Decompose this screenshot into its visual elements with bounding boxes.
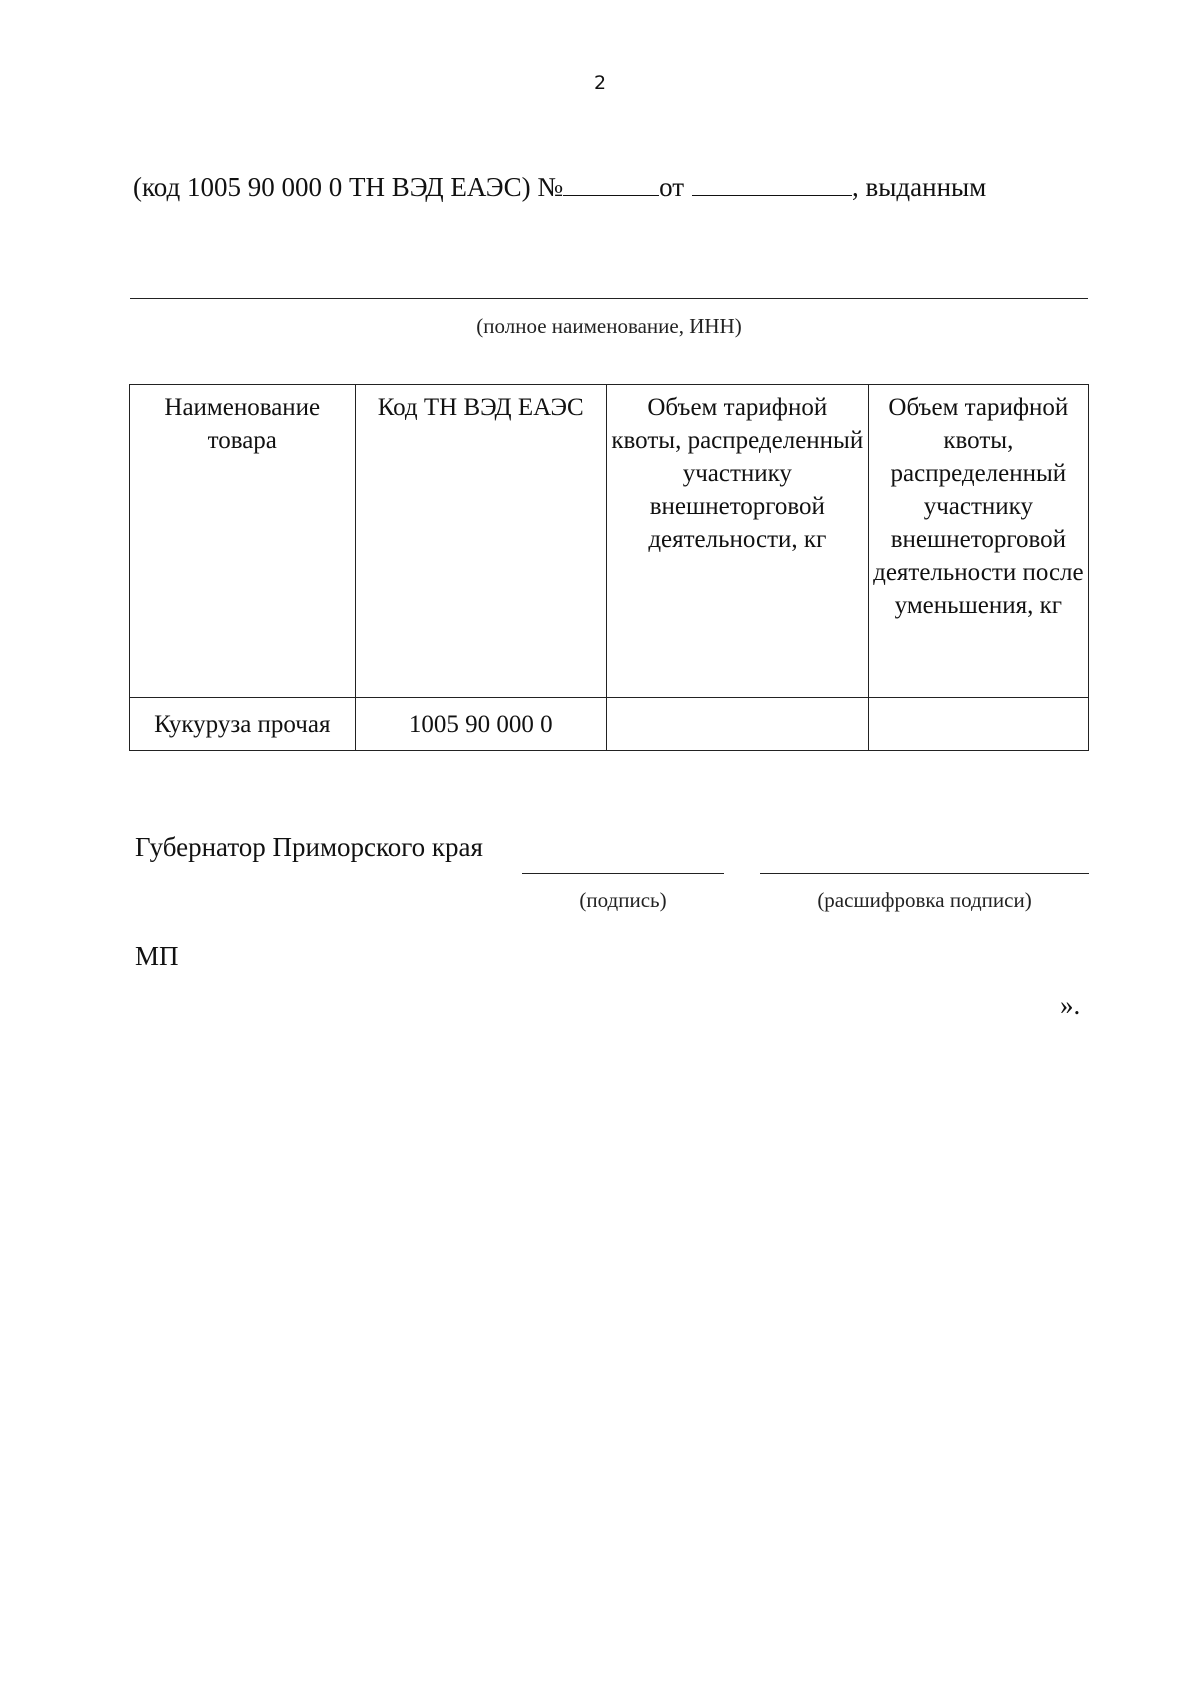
intro-text-before: (код 1005 90 000 0 ТН ВЭД ЕАЭС) № — [133, 172, 564, 202]
header-quota-volume-reduced: Объем тарифной квоты, распределенный участнику внешнеторговой деятельности после уменьшения, кг — [868, 385, 1088, 698]
cell-hs-code: 1005 90 000 0 — [355, 698, 606, 751]
page-number: 2 — [593, 72, 607, 94]
signature-decryption-line[interactable] — [760, 873, 1089, 874]
intro-line — [133, 172, 986, 203]
governor-title: Губернатор Приморского края — [135, 832, 483, 862]
signature-decryption-caption: (расшифровка подписи) — [817, 888, 1032, 912]
header-quota-volume: Объем тарифной квоты, распределенный участнику внешнеторговой деятельности, кг — [606, 385, 868, 698]
cell-product-name: Кукуруза прочая — [130, 698, 356, 751]
signature-caption: (подпись) — [579, 888, 667, 912]
signature-line[interactable] — [522, 873, 724, 874]
header-hs-code: Код ТН ВЭД ЕАЭС — [355, 385, 606, 698]
cell-quota-volume-reduced[interactable] — [868, 698, 1088, 751]
quota-table — [129, 384, 1089, 751]
issuer-name-line[interactable] — [130, 298, 1088, 299]
issuer-caption: (полное наименование, ИНН) — [476, 314, 742, 338]
document-date-blank[interactable] — [692, 173, 852, 196]
intro-text-after: , выданным — [852, 172, 987, 202]
header-product-name: Наименование товара — [130, 385, 356, 698]
intro-from-word: от — [659, 172, 685, 202]
cell-quota-volume[interactable] — [606, 698, 868, 751]
table-row — [130, 698, 1089, 751]
stamp-place-label: МП — [135, 941, 179, 971]
closing-quote-mark: ». — [1060, 990, 1081, 1020]
document-number-blank[interactable] — [563, 173, 659, 196]
table-header-row — [130, 385, 1089, 698]
